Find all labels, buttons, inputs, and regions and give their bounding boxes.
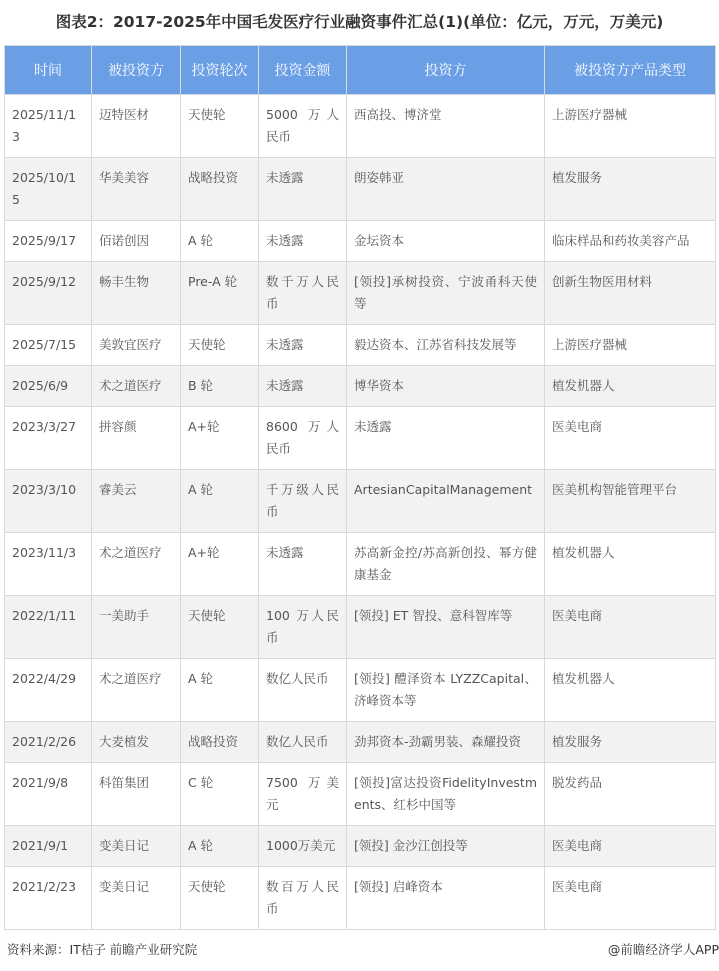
table-cell: 劲邦资本-劲霸男装、森耀投资	[347, 722, 545, 763]
table-cell: 变美日记	[92, 826, 181, 867]
table-cell: 战略投资	[181, 158, 259, 221]
column-header: 投资轮次	[181, 46, 259, 95]
table-cell: 2021/2/23	[5, 867, 92, 930]
table-cell: A 轮	[181, 470, 259, 533]
table-cell: 1000万美元	[259, 826, 347, 867]
table-cell: 植发机器人	[545, 533, 716, 596]
table-cell: 金坛资本	[347, 221, 545, 262]
column-header: 投资方	[347, 46, 545, 95]
table-cell: C 轮	[181, 763, 259, 826]
table-cell: 上游医疗器械	[545, 325, 716, 366]
table-cell: 2025/6/9	[5, 366, 92, 407]
table-cell: 创新生物医用材料	[545, 262, 716, 325]
table-cell: 医美电商	[545, 867, 716, 930]
table-cell: 2025/10/15	[5, 158, 92, 221]
table-row	[5, 158, 716, 221]
table-row	[5, 722, 716, 763]
table-cell: 医美电商	[545, 596, 716, 659]
table-title: 图表2：2017-2025年中国毛发医疗行业融资事件汇总(1)(单位：亿元，万元，万美元)	[55, 13, 664, 31]
table-cell: 临床样品和药妆美容产品	[545, 221, 716, 262]
table-cell: 天使轮	[181, 95, 259, 158]
table-cell: 苏高新金控/苏高新创投、幂方健康基金	[347, 533, 545, 596]
table-row	[5, 221, 716, 262]
table-cell: 5000 万人民币	[259, 95, 347, 158]
table-cell: 数千万人民币	[259, 262, 347, 325]
table-row	[5, 366, 716, 407]
table-cell: 医美电商	[545, 826, 716, 867]
table-row	[5, 533, 716, 596]
table-cell: [领投]承树投资、宁波甬科天使等	[347, 262, 545, 325]
source-note: 资料来源：IT桔子 前瞻产业研究院	[7, 942, 198, 957]
table-cell: 数百万人民币	[259, 867, 347, 930]
table-cell: 医美电商	[545, 407, 716, 470]
table-cell: 植发机器人	[545, 659, 716, 722]
table-cell: 变美日记	[92, 867, 181, 930]
table-cell: 数亿人民币	[259, 722, 347, 763]
table-row	[5, 867, 716, 930]
table-cell: 2023/3/27	[5, 407, 92, 470]
table-cell: 睿美云	[92, 470, 181, 533]
table-cell: 2023/11/3	[5, 533, 92, 596]
header-row	[5, 46, 716, 95]
table-cell: A+轮	[181, 407, 259, 470]
table-cell: 西高投、博济堂	[347, 95, 545, 158]
table-cell: 8600 万人民币	[259, 407, 347, 470]
table-cell: [领投] 启峰资本	[347, 867, 545, 930]
table-row	[5, 325, 716, 366]
table-cell: B 轮	[181, 366, 259, 407]
table-cell: 上游医疗器械	[545, 95, 716, 158]
table-cell: 华美美容	[92, 158, 181, 221]
table-cell: 美敦宜医疗	[92, 325, 181, 366]
table-cell: [领投] ET 智投、意科智库等	[347, 596, 545, 659]
table-cell: 植发服务	[545, 158, 716, 221]
table-cell: 2021/2/26	[5, 722, 92, 763]
table-cell: 大麦植发	[92, 722, 181, 763]
table-cell: 未透露	[259, 366, 347, 407]
table-cell: 天使轮	[181, 596, 259, 659]
table-cell: 畅丰生物	[92, 262, 181, 325]
table-row	[5, 470, 716, 533]
table-cell: 战略投资	[181, 722, 259, 763]
column-header: 时间	[5, 46, 92, 95]
table-row	[5, 659, 716, 722]
table-cell: 植发机器人	[545, 366, 716, 407]
table-cell: 未透露	[259, 158, 347, 221]
table-cell: 未透露	[259, 533, 347, 596]
table-row	[5, 95, 716, 158]
table-cell: 未透露	[347, 407, 545, 470]
table-cell: 天使轮	[181, 325, 259, 366]
column-header: 被投资方产品类型	[545, 46, 716, 95]
table-row	[5, 262, 716, 325]
table-cell: 拼容颜	[92, 407, 181, 470]
table-cell: A 轮	[181, 659, 259, 722]
table-cell: A 轮	[181, 826, 259, 867]
table-cell: 2022/1/11	[5, 596, 92, 659]
table-cell: 2021/9/8	[5, 763, 92, 826]
table-cell: 天使轮	[181, 867, 259, 930]
table-cell: 毅达资本、江苏省科技发展等	[347, 325, 545, 366]
table-cell: 2025/11/13	[5, 95, 92, 158]
table-cell: 2023/3/10	[5, 470, 92, 533]
table-cell: 2025/9/17	[5, 221, 92, 262]
table-cell: 7500 万美元	[259, 763, 347, 826]
table-cell: [领投] 金沙江创投等	[347, 826, 545, 867]
table-cell: ArtesianCapitalManagement	[347, 470, 545, 533]
table-cell: 术之道医疗	[92, 533, 181, 596]
table-cell: A+轮	[181, 533, 259, 596]
table-cell: 朗姿韩亚	[347, 158, 545, 221]
table-cell: 医美机构智能管理平台	[545, 470, 716, 533]
table-cell: 脱发药品	[545, 763, 716, 826]
table-cell: 术之道医疗	[92, 366, 181, 407]
table-cell: 千万级人民币	[259, 470, 347, 533]
table-cell: [领投]富达投资FidelityInvestments、红杉中国等	[347, 763, 545, 826]
table-row	[5, 826, 716, 867]
table-cell: Pre-A 轮	[181, 262, 259, 325]
table-cell: 迈特医材	[92, 95, 181, 158]
table-cell: A 轮	[181, 221, 259, 262]
column-header: 被投资方	[92, 46, 181, 95]
table-cell: 未透露	[259, 325, 347, 366]
table-cell: 未透露	[259, 221, 347, 262]
table-cell: 2025/7/15	[5, 325, 92, 366]
table-cell: 2022/4/29	[5, 659, 92, 722]
table-row	[5, 763, 716, 826]
table-cell: [领投] 醴泽资本 LYZZCapital、济峰资本等	[347, 659, 545, 722]
table-cell: 数亿人民币	[259, 659, 347, 722]
table-cell: 佰诺创因	[92, 221, 181, 262]
table-cell: 100 万人民币	[259, 596, 347, 659]
table-cell: 2021/9/1	[5, 826, 92, 867]
table-cell: 植发服务	[545, 722, 716, 763]
table-row	[5, 596, 716, 659]
table-row	[5, 407, 716, 470]
financing-table	[4, 45, 716, 930]
table-cell: 2025/9/12	[5, 262, 92, 325]
table-cell: 博华资本	[347, 366, 545, 407]
brand-credit: @前瞻经济学人APP	[607, 942, 719, 957]
table-cell: 术之道医疗	[92, 659, 181, 722]
table-cell: 科笛集团	[92, 763, 181, 826]
column-header: 投资金额	[259, 46, 347, 95]
table-cell: 一美助手	[92, 596, 181, 659]
